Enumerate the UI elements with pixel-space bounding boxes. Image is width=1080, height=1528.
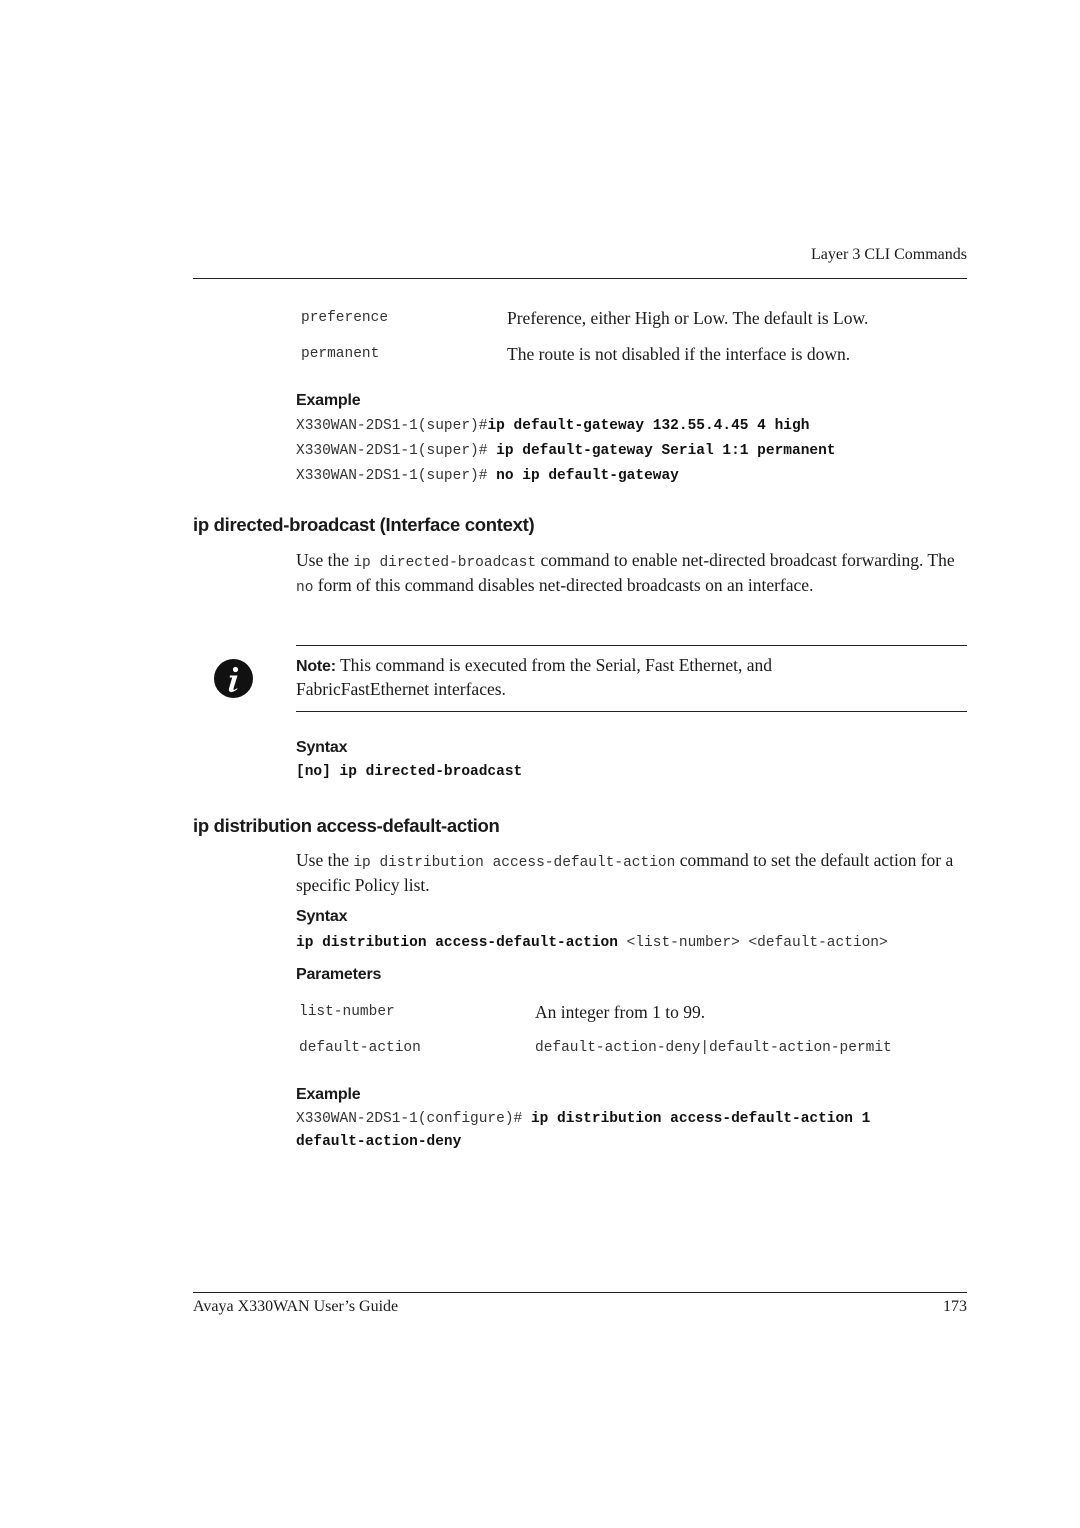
param-desc: The route is not disabled if the interface is down. (507, 344, 851, 364)
running-header: Layer 3 CLI Commands (811, 246, 967, 263)
code-line (296, 463, 836, 488)
prompt: X330WAN-2DS1-1(super)# (296, 443, 497, 459)
code-line (296, 1130, 870, 1153)
note-bottom-rule (296, 711, 967, 712)
example-code-block (296, 413, 836, 488)
example-label: Example (296, 392, 361, 409)
header-rule (193, 278, 967, 279)
example-code-block (296, 1107, 870, 1153)
footer-title: Avaya X330WAN User’s Guide (193, 1298, 399, 1315)
parameters-label: Parameters (296, 966, 382, 983)
command: default-action-deny (296, 1134, 462, 1150)
code-line (296, 413, 836, 438)
section-heading: ip directed-broadcast (Interface context) (193, 514, 535, 535)
syntax-label: Syntax (296, 739, 348, 756)
prompt: X330WAN-2DS1-1(super)# (296, 468, 497, 484)
param-name: permanent (301, 346, 380, 362)
syntax-code: [no] ip directed-broadcast (296, 764, 523, 780)
inline-code: no (296, 580, 314, 596)
code-line (296, 1107, 870, 1130)
prompt: X330WAN-2DS1-1(super)# (296, 418, 488, 434)
code-line (296, 438, 836, 463)
command: ip default-gateway 132.55.4.45 4 high (487, 418, 810, 434)
param-desc: default-action-deny|default-action-permit (535, 1040, 892, 1056)
note-top-rule (296, 645, 967, 646)
param-name: list-number (299, 1004, 395, 1020)
command: no ip default-gateway (496, 468, 679, 484)
inline-code: ip directed-broadcast (353, 555, 537, 571)
inline-code: ip distribution access-default-action (353, 855, 676, 871)
footer-rule (193, 1292, 967, 1293)
note-label: Note: (296, 658, 336, 675)
param-name: preference (301, 310, 389, 326)
syntax-label: Syntax (296, 908, 348, 925)
command: ip default-gateway Serial 1:1 permanent (496, 443, 836, 459)
syntax-command: ip distribution access-default-action (296, 935, 618, 951)
note-text: This command is executed from the Serial, Fast Ethernet, and FabricFastEthernet interfaces. (296, 655, 772, 699)
section-heading: ip distribution access-default-action (193, 815, 500, 836)
section-intro: Use the ip distribution access-default-action command to set the default action for a specific Policy list. (296, 850, 954, 895)
note-body (296, 654, 856, 700)
prompt: X330WAN-2DS1-1(configure)# (296, 1111, 531, 1127)
syntax-args: <list-number> <default-action> (617, 935, 888, 951)
page-number: 173 (943, 1298, 967, 1315)
param-desc: Preference, either High or Low. The default is Low. (507, 308, 869, 328)
syntax-code (296, 930, 888, 955)
param-name: default-action (299, 1040, 421, 1056)
param-desc: An integer from 1 to 99. (535, 1002, 706, 1022)
section-intro: Use the ip directed-broadcast command to enable net-directed broadcast forwarding. The no form of this command disables net-directed broadcasts on an interface. (296, 550, 955, 596)
info-icon (214, 659, 253, 698)
example-label: Example (296, 1086, 361, 1103)
command: ip distribution access-default-action 1 (530, 1111, 871, 1127)
